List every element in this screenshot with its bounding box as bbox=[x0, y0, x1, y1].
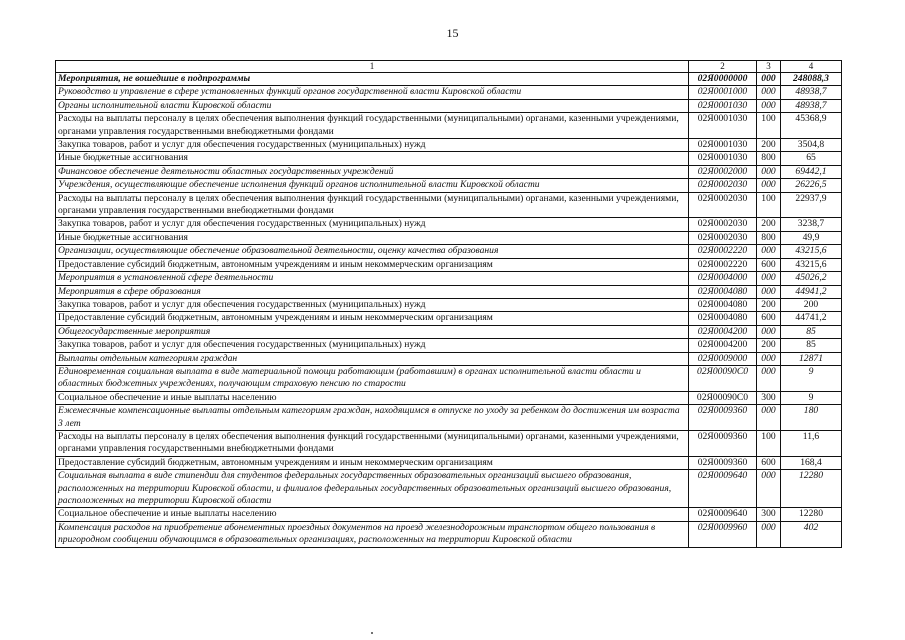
row-value: 11,6 bbox=[781, 430, 842, 456]
row-code: 02Я0001030 bbox=[689, 99, 757, 112]
row-type: 000 bbox=[757, 521, 781, 547]
row-type: 200 bbox=[757, 339, 781, 352]
row-name: Расходы на выплаты персоналу в целях обеспечения выполнения функций государственными (муниципальными) органами, казенными учреждениями, органами управления государственными внебюджетными фондами bbox=[56, 113, 689, 139]
row-type: 000 bbox=[757, 325, 781, 338]
row-type: 000 bbox=[757, 365, 781, 391]
row-value: 49,9 bbox=[781, 231, 842, 244]
row-code: 02Я0009640 bbox=[689, 470, 757, 508]
row-value: 168,4 bbox=[781, 456, 842, 469]
row-name: Иные бюджетные ассигнования bbox=[56, 152, 689, 165]
header-col-3: 3 bbox=[757, 61, 781, 73]
row-type: 000 bbox=[757, 99, 781, 112]
row-code: 02Я0004000 bbox=[689, 272, 757, 285]
row-code: 02Я0002030 bbox=[689, 179, 757, 192]
row-type: 000 bbox=[757, 245, 781, 258]
row-name: Общегосударственные мероприятия bbox=[56, 325, 689, 338]
table-row bbox=[56, 521, 842, 547]
table-header-row bbox=[56, 61, 842, 73]
table-row bbox=[56, 405, 842, 431]
row-name: Предоставление субсидий бюджетным, автономным учреждениям и иным некоммерческим организациям bbox=[56, 312, 689, 325]
row-name: Предоставление субсидий бюджетным, автономным учреждениям и иным некоммерческим организациям bbox=[56, 258, 689, 271]
row-value: 69442,1 bbox=[781, 165, 842, 178]
row-name: Предоставление субсидий бюджетным, автономным учреждениям и иным некоммерческим организациям bbox=[56, 456, 689, 469]
row-value: 3504,8 bbox=[781, 139, 842, 152]
row-value: 43215,6 bbox=[781, 258, 842, 271]
row-type: 200 bbox=[757, 298, 781, 311]
table-row bbox=[56, 298, 842, 311]
table-row bbox=[56, 192, 842, 218]
row-code: 02Я0002030 bbox=[689, 192, 757, 218]
row-code: 02Я0002220 bbox=[689, 245, 757, 258]
row-value: 65 bbox=[781, 152, 842, 165]
table-row bbox=[56, 152, 842, 165]
row-name: Организации, осуществляющие обеспечение образовательной деятельности, оценку качества образования bbox=[56, 245, 689, 258]
row-value: 180 bbox=[781, 405, 842, 431]
row-name: Выплаты отдельным категориям граждан bbox=[56, 352, 689, 365]
row-value: 45368,9 bbox=[781, 113, 842, 139]
row-code: 02Я0009960 bbox=[689, 521, 757, 547]
row-name: Ежемесячные компенсационные выплаты отдельным категориям граждан, находящимся в отпуске по уходу за ребенком до достижения им возраста 3 лет bbox=[56, 405, 689, 431]
table-row bbox=[56, 231, 842, 244]
row-name: Учреждения, осуществляющие обеспечение исполнения функций органов исполнительной власти Кировской области bbox=[56, 179, 689, 192]
row-type: 000 bbox=[757, 86, 781, 99]
table-row bbox=[56, 165, 842, 178]
row-name: Закупка товаров, работ и услуг для обеспечения государственных (муниципальных) нужд bbox=[56, 339, 689, 352]
row-value: 48938,7 bbox=[781, 86, 842, 99]
row-value: 200 bbox=[781, 298, 842, 311]
row-code: 02Я0004080 bbox=[689, 298, 757, 311]
row-code: 02Я00090С0 bbox=[689, 391, 757, 404]
row-name: Иные бюджетные ассигнования bbox=[56, 231, 689, 244]
table-row bbox=[56, 99, 842, 112]
row-name: Компенсация расходов на приобретение абонементных проездных документов на проезд железнодорожным транспортом общего пользования в пригородном сообщении обучающимся в образовательных организациях, расположенных на территории Кировской области bbox=[56, 521, 689, 547]
row-type: 600 bbox=[757, 258, 781, 271]
row-code: 02Я0002000 bbox=[689, 165, 757, 178]
row-type: 000 bbox=[757, 470, 781, 508]
row-code: 02Я0004200 bbox=[689, 325, 757, 338]
table-row bbox=[56, 285, 842, 298]
row-value: 402 bbox=[781, 521, 842, 547]
table-row bbox=[56, 113, 842, 139]
row-code: 02Я0009360 bbox=[689, 430, 757, 456]
table-row bbox=[56, 312, 842, 325]
row-type: 000 bbox=[757, 352, 781, 365]
table-row bbox=[56, 245, 842, 258]
row-type: 000 bbox=[757, 405, 781, 431]
row-value: 45026,2 bbox=[781, 272, 842, 285]
row-value: 12280 bbox=[781, 470, 842, 508]
row-type: 100 bbox=[757, 430, 781, 456]
table-row bbox=[56, 352, 842, 365]
row-code: 02Я0004080 bbox=[689, 312, 757, 325]
table-row bbox=[56, 325, 842, 338]
table-row bbox=[56, 339, 842, 352]
table-row bbox=[56, 218, 842, 231]
header-col-2: 2 bbox=[689, 61, 757, 73]
row-type: 600 bbox=[757, 456, 781, 469]
scan-speck bbox=[371, 632, 373, 634]
header-col-1: 1 bbox=[56, 61, 689, 73]
row-code: 02Я0002030 bbox=[689, 218, 757, 231]
row-name: Органы исполнительной власти Кировской области bbox=[56, 99, 689, 112]
row-name: Расходы на выплаты персоналу в целях обеспечения выполнения функций государственными (муниципальными) органами, казенными учреждениями, органами управления государственными внебюджетными фондами bbox=[56, 192, 689, 218]
row-name: Единовременная социальная выплата в виде материальной помощи работающим (работавшим) в органах исполнительной власти области и областных бюджетных учреждениях, получающим страховую пенсию по старости bbox=[56, 365, 689, 391]
row-name: Мероприятия в сфере образования bbox=[56, 285, 689, 298]
table-row bbox=[56, 456, 842, 469]
row-value: 43215,6 bbox=[781, 245, 842, 258]
row-value: 44741,2 bbox=[781, 312, 842, 325]
row-name: Социальное обеспечение и иные выплаты населению bbox=[56, 391, 689, 404]
row-type: 200 bbox=[757, 139, 781, 152]
row-type: 600 bbox=[757, 312, 781, 325]
row-code: 02Я00090С0 bbox=[689, 365, 757, 391]
row-type: 300 bbox=[757, 508, 781, 521]
row-type: 000 bbox=[757, 285, 781, 298]
row-code: 02Я0001000 bbox=[689, 86, 757, 99]
row-code: 02Я0002030 bbox=[689, 231, 757, 244]
row-name: Закупка товаров, работ и услуг для обеспечения государственных (муниципальных) нужд bbox=[56, 298, 689, 311]
row-code: 02Я0009000 bbox=[689, 352, 757, 365]
table-row bbox=[56, 508, 842, 521]
row-code: 02Я0004200 bbox=[689, 339, 757, 352]
row-type: 800 bbox=[757, 231, 781, 244]
row-type: 100 bbox=[757, 192, 781, 218]
row-type: 200 bbox=[757, 218, 781, 231]
table-row bbox=[56, 470, 842, 508]
row-value: 9 bbox=[781, 365, 842, 391]
row-name: Руководство и управление в сфере установленных функций органов государственной власти Кировской области bbox=[56, 86, 689, 99]
row-code: 02Я0001030 bbox=[689, 152, 757, 165]
table-row bbox=[56, 179, 842, 192]
header-col-4: 4 bbox=[781, 61, 842, 73]
row-value: 22937,9 bbox=[781, 192, 842, 218]
page-number: 15 bbox=[446, 26, 459, 40]
table-row bbox=[56, 365, 842, 391]
row-value: 85 bbox=[781, 339, 842, 352]
row-value: 3238,7 bbox=[781, 218, 842, 231]
row-value: 44941,2 bbox=[781, 285, 842, 298]
row-value: 26226,5 bbox=[781, 179, 842, 192]
table-row bbox=[56, 73, 842, 86]
row-code: 02Я0002220 bbox=[689, 258, 757, 271]
row-name: Социальная выплата в виде стипендии для студентов федеральных государственных образовательных организаций высшего образования, расположенных на территории Кировской области, и филиалов федеральных государственных образовательных организаций высшего образования, расположенных на территории Кировской области bbox=[56, 470, 689, 508]
row-name: Закупка товаров, работ и услуг для обеспечения государственных (муниципальных) нужд bbox=[56, 218, 689, 231]
row-name: Закупка товаров, работ и услуг для обеспечения государственных (муниципальных) нужд bbox=[56, 139, 689, 152]
row-name: Мероприятия, не вошедшие в подпрограммы bbox=[56, 73, 689, 86]
row-code: 02Я0001030 bbox=[689, 113, 757, 139]
row-code: 02Я0009360 bbox=[689, 456, 757, 469]
table-row bbox=[56, 139, 842, 152]
table-row bbox=[56, 430, 842, 456]
row-type: 100 bbox=[757, 113, 781, 139]
table-row bbox=[56, 272, 842, 285]
row-type: 000 bbox=[757, 73, 781, 86]
row-code: 02Я0000000 bbox=[689, 73, 757, 86]
row-value: 9 bbox=[781, 391, 842, 404]
table-row bbox=[56, 391, 842, 404]
row-name: Мероприятия в установленной сфере деятельности bbox=[56, 272, 689, 285]
row-type: 000 bbox=[757, 165, 781, 178]
row-type: 000 bbox=[757, 179, 781, 192]
row-name: Расходы на выплаты персоналу в целях обеспечения выполнения функций государственными (муниципальными) органами, казенными учреждениями, органами управления государственными внебюджетными фондами bbox=[56, 430, 689, 456]
row-code: 02Я0009360 bbox=[689, 405, 757, 431]
row-type: 800 bbox=[757, 152, 781, 165]
row-code: 02Я0001030 bbox=[689, 139, 757, 152]
row-value: 248088,3 bbox=[781, 73, 842, 86]
row-value: 12280 bbox=[781, 508, 842, 521]
table-row bbox=[56, 86, 842, 99]
row-name: Финансовое обеспечение деятельности областных государственных учреждений bbox=[56, 165, 689, 178]
row-value: 12871 bbox=[781, 352, 842, 365]
row-code: 02Я0004080 bbox=[689, 285, 757, 298]
budget-table bbox=[55, 60, 842, 548]
row-value: 48938,7 bbox=[781, 99, 842, 112]
row-type: 000 bbox=[757, 272, 781, 285]
row-name: Социальное обеспечение и иные выплаты населению bbox=[56, 508, 689, 521]
row-code: 02Я0009640 bbox=[689, 508, 757, 521]
row-type: 300 bbox=[757, 391, 781, 404]
table-row bbox=[56, 258, 842, 271]
row-value: 85 bbox=[781, 325, 842, 338]
